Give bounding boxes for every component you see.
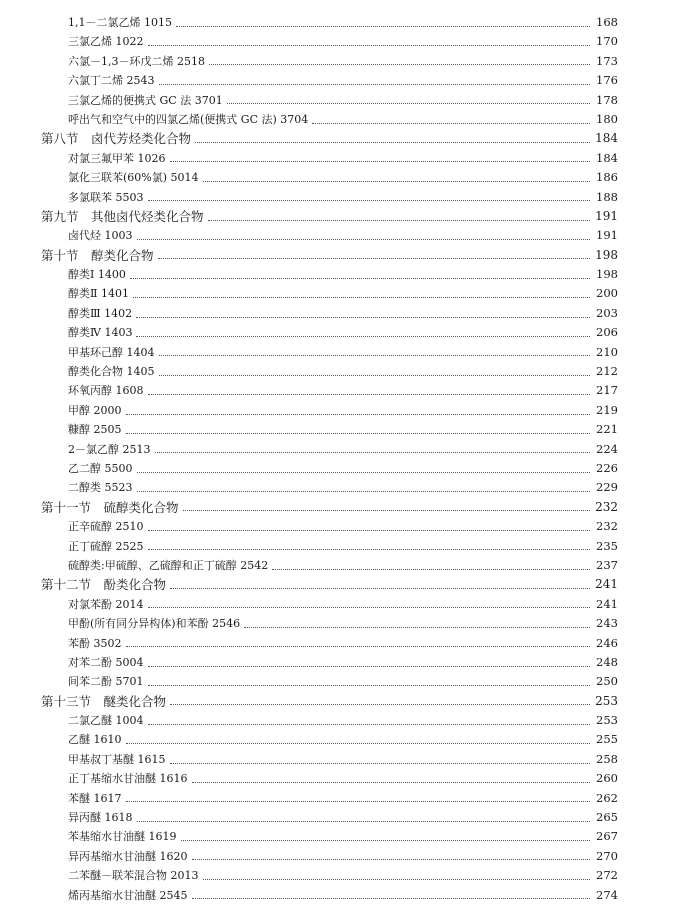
- entry-title: 苯醚 1617: [68, 791, 122, 805]
- dot-leader: [192, 858, 591, 860]
- dot-leader: [181, 839, 591, 841]
- toc-section-heading: [0, 692, 675, 711]
- page-number: 229: [596, 480, 618, 495]
- entry-title: 醇类Ⅱ 1401: [68, 287, 129, 301]
- toc-entry: [0, 149, 675, 168]
- toc-entry: [0, 847, 675, 866]
- dot-leader: [272, 568, 590, 570]
- dot-leader: [227, 102, 590, 104]
- page-number: 221: [596, 422, 618, 437]
- dot-leader: [148, 44, 591, 46]
- page-number: 267: [596, 829, 618, 844]
- toc-entry: [0, 886, 675, 905]
- dot-leader: [176, 25, 590, 27]
- toc-entry: [0, 91, 675, 110]
- page-number: 258: [596, 751, 618, 766]
- dot-leader: [137, 238, 591, 240]
- dot-leader: [208, 219, 590, 221]
- entry-title: 醇类Ⅲ 1402: [68, 306, 133, 320]
- toc-entry: [0, 401, 675, 420]
- dot-leader: [170, 703, 590, 705]
- entry-title: 多氯联苯 5503: [68, 190, 144, 204]
- dot-leader: [126, 800, 591, 802]
- dot-leader: [148, 199, 591, 201]
- section-title: 第十节 醇类化合物: [41, 247, 154, 263]
- entry-title: 氯化三联苯(60%氯) 5014: [68, 171, 199, 185]
- page-number: 198: [596, 267, 618, 282]
- page-number: 212: [596, 364, 618, 379]
- toc-entry: [0, 71, 675, 90]
- entry-title: 糠醇 2505: [68, 423, 122, 437]
- page-number: 224: [596, 441, 618, 456]
- toc-section-heading: [0, 498, 675, 517]
- dot-leader: [209, 63, 590, 65]
- toc-entry: [0, 284, 675, 303]
- toc-entry: [0, 750, 675, 769]
- entry-title: 硫醇类:甲硫醇、乙硫醇和正丁硫醇 2542: [68, 558, 269, 572]
- entry-title: 对氯苯酚 2014: [68, 597, 144, 611]
- page-number: 203: [596, 305, 618, 320]
- page-number: 248: [596, 654, 618, 669]
- section-title: 第九节 其他卤代烃类化合物: [41, 208, 204, 224]
- entry-title: 烯丙基缩水甘油醚 2545: [68, 888, 188, 902]
- dot-leader: [133, 296, 590, 298]
- dot-leader: [148, 723, 591, 725]
- toc-entry: [0, 459, 675, 478]
- entry-title: 1,1－二氯乙烯 1015: [68, 16, 172, 29]
- toc-entry: [0, 304, 675, 323]
- entry-title: 二苯醚－联苯混合物 2013: [68, 869, 199, 883]
- dot-leader: [159, 83, 591, 85]
- toc-entry: [0, 13, 675, 32]
- dot-leader: [148, 606, 591, 608]
- page-number: 274: [596, 887, 618, 902]
- page-number: 184: [596, 150, 618, 165]
- entry-title: 苯基缩水甘油醚 1619: [68, 830, 177, 844]
- dot-leader: [126, 645, 591, 647]
- toc-entry: [0, 478, 675, 497]
- entry-title: 正丁基缩水甘油醚 1616: [68, 772, 188, 786]
- dot-leader: [158, 257, 590, 259]
- entry-title: 醇类Ⅳ 1403: [68, 326, 133, 340]
- entry-title: 甲酚(所有同分异构体)和苯酚 2546: [68, 617, 241, 631]
- toc-section-heading: [0, 575, 675, 594]
- entry-title: 卤代烃 1003: [68, 229, 133, 243]
- dot-leader: [170, 587, 590, 589]
- toc-entry: [0, 226, 675, 245]
- toc-entry: [0, 265, 675, 284]
- toc-entry: [0, 188, 675, 207]
- toc-entry: [0, 168, 675, 187]
- toc-entry: [0, 827, 675, 846]
- entry-title: 对氯三氟甲苯 1026: [68, 151, 166, 165]
- page-number: 210: [596, 344, 618, 359]
- page-number: 232: [596, 519, 618, 534]
- toc-entry: [0, 789, 675, 808]
- page-number: 260: [596, 771, 618, 786]
- page-number: 217: [596, 383, 618, 398]
- dot-leader: [192, 897, 591, 899]
- toc-entry: [0, 672, 675, 691]
- page-number: 188: [596, 189, 618, 204]
- dot-leader: [312, 122, 590, 124]
- page-number: 243: [596, 616, 618, 631]
- toc-entry: [0, 343, 675, 362]
- toc-entry: [0, 110, 675, 129]
- toc-entry: [0, 614, 675, 633]
- page-number: 253: [596, 713, 618, 728]
- toc-entry: [0, 32, 675, 51]
- page-number: 241: [595, 577, 618, 592]
- page-number: 173: [596, 53, 618, 68]
- dot-leader: [148, 548, 591, 550]
- page-number: 237: [596, 557, 618, 572]
- page-number: 270: [596, 848, 618, 863]
- page-number: 219: [596, 402, 618, 417]
- page-number: 198: [595, 247, 618, 262]
- toc-section-heading: [0, 246, 675, 265]
- dot-leader: [148, 665, 591, 667]
- page-number: 265: [596, 810, 618, 825]
- dot-leader: [192, 781, 591, 783]
- dot-leader: [137, 820, 591, 822]
- dot-leader: [126, 432, 591, 434]
- dot-leader: [137, 471, 591, 473]
- entry-title: 乙二醇 5500: [68, 461, 133, 475]
- dot-leader: [137, 490, 591, 492]
- toc-entry: [0, 653, 675, 672]
- dot-leader: [159, 354, 591, 356]
- dot-leader: [170, 762, 591, 764]
- toc-entry: [0, 634, 675, 653]
- entry-title: 三氯乙烯的便携式 GC 法 3701: [68, 93, 223, 107]
- entry-title: 间苯二酚 5701: [68, 675, 144, 689]
- entry-title: 正辛硫醇 2510: [68, 520, 144, 534]
- entry-title: 醇类Ⅰ 1400: [68, 268, 126, 282]
- entry-title: 苯酚 3502: [68, 636, 122, 650]
- entry-title: 正丁硫醇 2525: [68, 539, 144, 553]
- page-number: 186: [596, 170, 618, 185]
- entry-title: 二醇类 5523: [68, 481, 133, 495]
- section-title: 第十三节 醚类化合物: [41, 693, 167, 709]
- page-number: 176: [596, 73, 618, 88]
- page-number: 206: [596, 325, 618, 340]
- entry-title: 乙醚 1610: [68, 733, 122, 747]
- page-number: 191: [595, 208, 618, 223]
- dot-leader: [203, 180, 590, 182]
- page-number: 170: [596, 34, 618, 49]
- entry-title: 六氯丁二烯 2543: [68, 74, 155, 88]
- dot-leader: [170, 160, 591, 162]
- dot-leader: [148, 529, 591, 531]
- entry-title: 2－氯乙醇 2513: [68, 442, 151, 456]
- toc-entry: [0, 808, 675, 827]
- dot-leader: [159, 374, 591, 376]
- toc-section-heading: [0, 207, 675, 226]
- toc-entry: [0, 595, 675, 614]
- toc-entry: [0, 730, 675, 749]
- entry-title: 二氯乙醚 1004: [68, 714, 144, 728]
- table-of-contents: [0, 13, 675, 905]
- dot-leader: [136, 316, 590, 318]
- page-number: 250: [596, 674, 618, 689]
- entry-title: 甲醇 2000: [68, 403, 122, 417]
- toc-entry: [0, 420, 675, 439]
- toc-entry: [0, 769, 675, 788]
- page-number: 253: [595, 693, 618, 708]
- page-number: 246: [596, 635, 618, 650]
- section-title: 第八节 卤代芳烃类化合物: [41, 131, 192, 147]
- page-number: 200: [596, 286, 618, 301]
- dot-leader: [130, 277, 590, 279]
- page-number: 184: [595, 131, 618, 146]
- entry-title: 异丙基缩水甘油醚 1620: [68, 849, 188, 863]
- page-number: 241: [596, 596, 618, 611]
- dot-leader: [136, 335, 590, 337]
- dot-leader: [183, 509, 590, 511]
- toc-entry: [0, 517, 675, 536]
- toc-entry: [0, 323, 675, 342]
- dot-leader: [195, 141, 590, 143]
- toc-entry: [0, 362, 675, 381]
- entry-title: 呼出气和空气中的四氯乙烯(便携式 GC 法) 3704: [68, 112, 309, 126]
- entry-title: 醇类化合物 1405: [68, 365, 155, 379]
- entry-title: 六氯－1,3－环戊二烯 2518: [68, 54, 205, 68]
- page-number: 226: [596, 460, 618, 475]
- dot-leader: [148, 684, 591, 686]
- toc-section-heading: [0, 129, 675, 148]
- section-title: 第十二节 酚类化合物: [41, 577, 167, 593]
- toc-entry: [0, 52, 675, 71]
- page-number: 272: [596, 868, 618, 883]
- dot-leader: [155, 451, 591, 453]
- section-title: 第十一节 硫醇类化合物: [41, 499, 179, 515]
- entry-title: 甲基环己醇 1404: [68, 345, 155, 359]
- toc-entry: [0, 440, 675, 459]
- page-number: 178: [596, 92, 618, 107]
- page-number: 255: [596, 732, 618, 747]
- page-number: 262: [596, 790, 618, 805]
- dot-leader: [148, 393, 591, 395]
- toc-entry: [0, 381, 675, 400]
- dot-leader: [126, 742, 591, 744]
- toc-entry: [0, 556, 675, 575]
- page-number: 180: [596, 111, 618, 126]
- dot-leader: [203, 878, 591, 880]
- entry-title: 对苯二酚 5004: [68, 655, 144, 669]
- dot-leader: [126, 413, 591, 415]
- entry-title: 环氧丙醇 1608: [68, 384, 144, 398]
- toc-entry: [0, 866, 675, 885]
- page-number: 168: [596, 15, 618, 29]
- page-number: 232: [595, 499, 618, 514]
- toc-entry: [0, 537, 675, 556]
- entry-title: 异丙醚 1618: [68, 811, 133, 825]
- entry-title: 甲基叔丁基醚 1615: [68, 752, 166, 766]
- entry-title: 三氯乙烯 1022: [68, 35, 144, 49]
- toc-entry: [0, 711, 675, 730]
- dot-leader: [244, 626, 590, 628]
- page-number: 235: [596, 538, 618, 553]
- page-number: 191: [596, 228, 618, 243]
